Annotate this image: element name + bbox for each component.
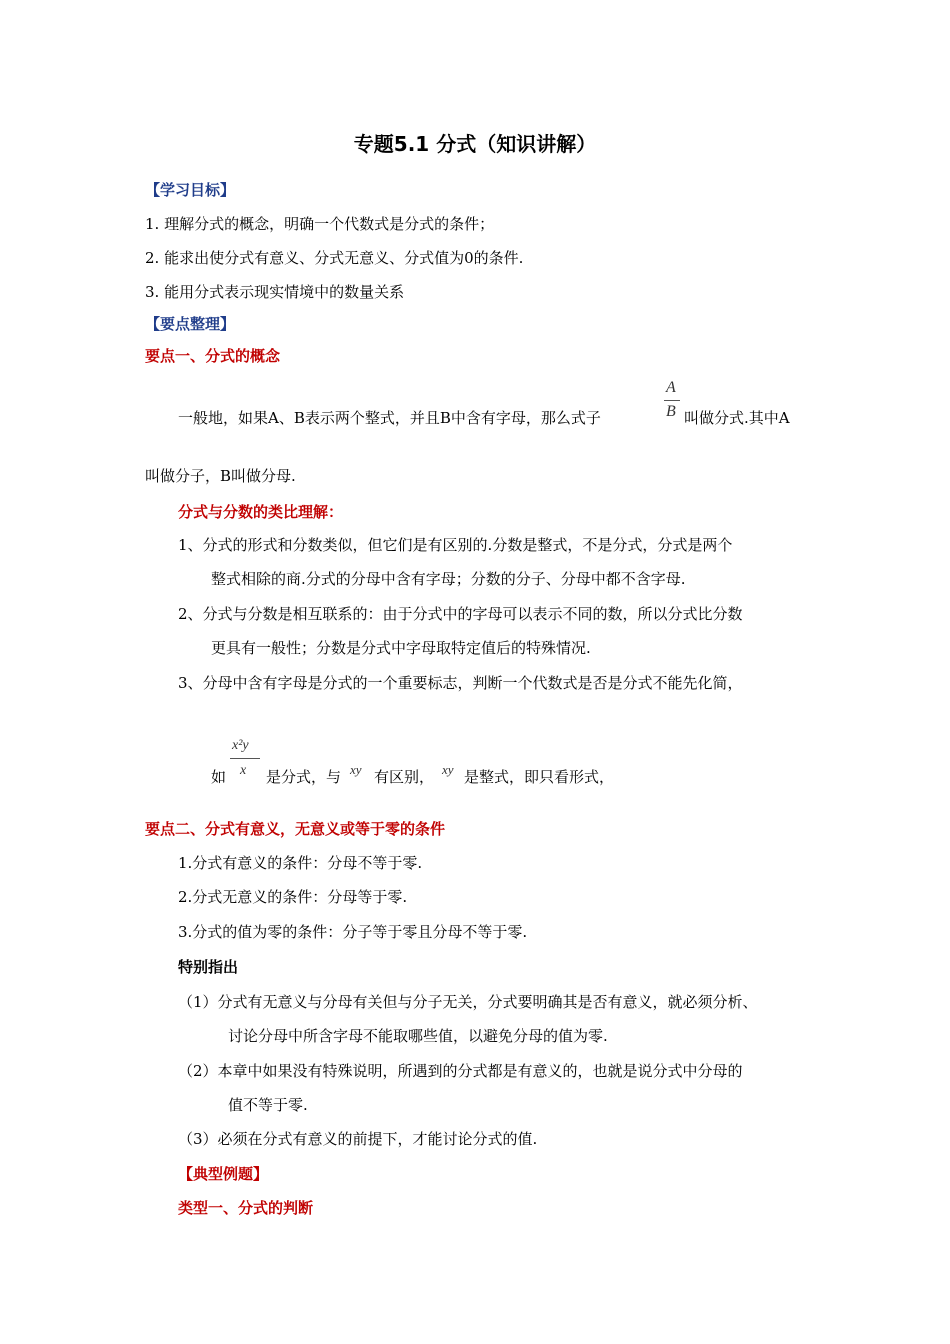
example-fraction-bar (230, 758, 260, 759)
analogy-item-1-line2: 整式相除的商.分式的分母中含有字母；分数的分子、分母中都不含字母. (211, 570, 686, 588)
fraction-denominator: B (666, 403, 676, 420)
fraction-bar (664, 400, 680, 401)
point1-para-part2: 叫做分式.其中A (684, 409, 790, 427)
point1-heading: 要点一、分式的概念 (145, 347, 281, 365)
goals-heading: 【学习目标】 (145, 181, 236, 199)
example-expr1: xy (350, 762, 362, 777)
analogy-heading: 分式与分数的类比理解： (178, 503, 344, 521)
fraction-numerator: A (666, 379, 676, 396)
example-type1-heading: 类型一、分式的判断 (178, 1199, 314, 1217)
point1-para-line2: 叫做分子，B叫做分母. (145, 467, 296, 485)
special-item-2-line1: （2）本章中如果没有特殊说明，所遇到的分式都是有意义的，也就是说分式中分母的 (178, 1062, 743, 1080)
special-item-3-line1: （3）必须在分式有意义的前提下，才能讨论分式的值. (178, 1130, 538, 1148)
example-fraction-numerator: x²y (232, 738, 249, 753)
analogy-item-1-line1: 1、分式的形式和分数类似，但它们是有区别的.分数是整式，不是分式，分式是两个 (178, 536, 733, 554)
special-heading: 特别指出 (178, 958, 239, 976)
special-item-1-line2: 讨论分母中所含字母不能取哪些值，以避免分母的值为零. (228, 1027, 608, 1045)
analogy-item-2-line2: 更具有一般性；分数是分式中字母取特定值后的特殊情况. (211, 639, 591, 657)
goal-item-1: 1. 理解分式的概念，明确一个代数式是分式的条件； (145, 215, 495, 233)
special-item-1-line1: （1）分式有无意义与分母有关但与分子无关，分式要明确其是否有意义，就必须分析、 (178, 993, 758, 1011)
goal-item-2: 2. 能求出使分式有意义、分式无意义、分式值为0的条件. (145, 249, 524, 267)
analogy-item-2-line1: 2、分式与分数是相互联系的：由于分式中的字母可以表示不同的数，所以分式比分数 (178, 605, 743, 623)
example-suffix: 是整式，即只看形式， (464, 768, 615, 786)
point2-item-2: 2.分式无意义的条件：分母等于零. (178, 888, 408, 906)
example-fraction-denominator: x (240, 763, 247, 778)
example-mid2: 有区别， (374, 768, 435, 786)
point2-heading: 要点二、分式有意义，无意义或等于零的条件 (145, 820, 446, 838)
example-prefix: 如 (211, 768, 227, 786)
goal-item-3: 3. 能用分式表示现实情境中的数量关系 (145, 283, 405, 301)
example-expr2: xy (442, 762, 454, 777)
point2-item-3: 3.分式的值为零的条件：分子等于零且分母不等于零. (178, 923, 528, 941)
page-title: 专题5.1 分式（知识讲解） (353, 132, 597, 156)
keypoints-heading: 【要点整理】 (145, 315, 236, 333)
examples-heading: 【典型例题】 (178, 1165, 269, 1183)
point1-para-part1: 一般地，如果A、B表示两个整式，并且B中含有字母，那么式子 (178, 409, 601, 427)
analogy-item-3-line1: 3、分母中含有字母是分式的一个重要标志，判断一个代数式是否是分式不能先化简， (178, 674, 743, 692)
example-mid1: 是分式，与 (266, 768, 342, 786)
point2-item-1: 1.分式有意义的条件：分母不等于零. (178, 854, 423, 872)
special-item-2-line2: 值不等于零. (228, 1096, 308, 1114)
